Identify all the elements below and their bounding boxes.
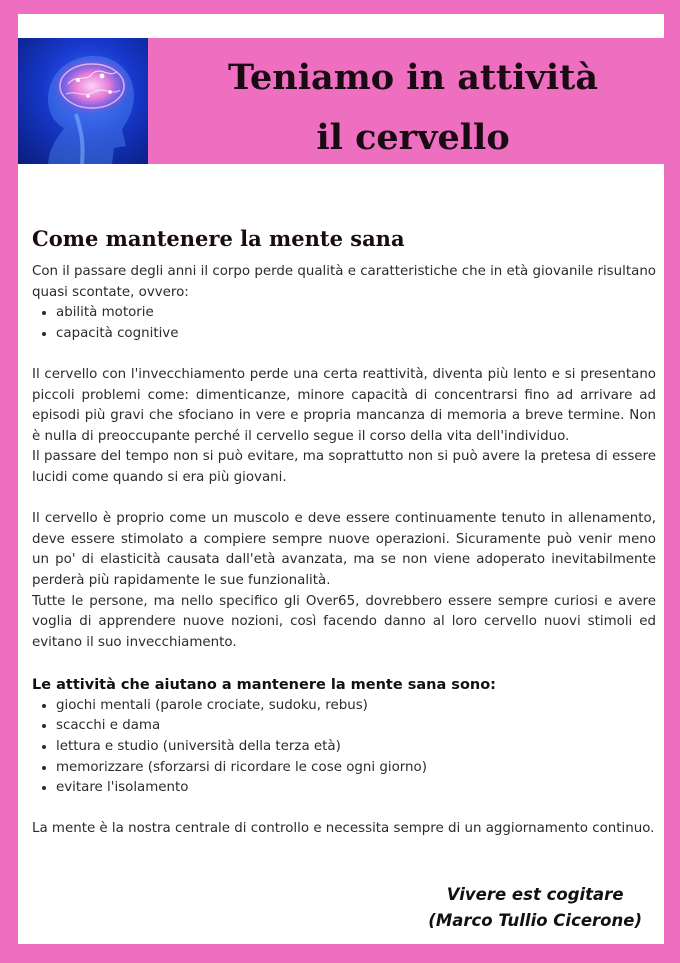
brain-icon (18, 38, 148, 164)
article-body (32, 262, 656, 840)
brain-illustration (18, 38, 148, 164)
list-item: • evitare l'isolamento (56, 778, 656, 799)
top-strip (18, 14, 664, 38)
header-banner (18, 38, 664, 164)
closing-paragraph: La mente è la nostra centrale di controllo e necessita sempre di un aggiornamento continuo. (32, 821, 655, 837)
content-card (18, 164, 664, 944)
list-item: • capacità cognitive (56, 324, 656, 345)
paragraph-muscle: Il cervello è proprio come un muscolo e deve essere continuamente tenuto in allenamento, deve essere stimolato a compiere sempre nuove operazioni. Sicuramente può venir meno un po' di elasticità causata dall'età avanzata, ma se non viene adoperato inevitabilmente perderà più rapidamente le sue funzionalità. (32, 511, 656, 588)
intro-list (32, 303, 656, 344)
paragraph-aging: Il cervello con l'invecchiamento perde una certa reattività, diventa più lento e si presentano piccoli problemi come: dimenticanze, minore capacità di concentrarsi fino ad arrivare ad episodi più gravi che sfociano in vere e propria mancanza di memoria a breve termine. Non è nulla di preoccupante perché il cervello segue il corso della vita dell'individuo. (32, 366, 656, 444)
page-title (168, 48, 658, 168)
list-item: • memorizzare (sforzarsi di ricordare le cose ogni giorno) (56, 758, 656, 779)
activities-title: Le attività che aiutano a mantenere la mente sana sono: (32, 676, 496, 693)
intro-paragraph: Con il passare degli anni il corpo perde qualità e caratteristiche che in età giovanile risultano quasi scontate, ovvero: (32, 264, 656, 300)
section-title: Come mantenere la mente sana (32, 226, 405, 251)
title-line-2: il cervello (316, 117, 510, 158)
list-item: • abilità motorie (56, 303, 656, 324)
paragraph-over65: Tutte le persone, ma nello specifico gli Over65, dovrebbero essere sempre curiosi e avere voglia di apprendere nuove nozioni, così facendo danno al loro cervello nuovi stimoli ed evitano il suo invecchiamento. (32, 593, 656, 650)
paragraph-time: Il passare del tempo non si può evitare, ma soprattutto non si può avere la pretesa di essere lucidi come quando si era più giovani. (32, 449, 656, 485)
quote-author: (Marco Tullio Cicerone) (428, 911, 642, 930)
list-item: • giochi mentali (parole crociate, sudoku, rebus) (56, 696, 656, 717)
quote-text: Vivere est cogitare (446, 885, 624, 904)
activities-list (32, 696, 656, 799)
list-item: • lettura e studio (università della terza età) (56, 737, 656, 758)
list-item: • scacchi e dama (56, 716, 656, 737)
quote-block (428, 882, 642, 934)
title-line-1: Teniamo in attività (228, 57, 598, 98)
